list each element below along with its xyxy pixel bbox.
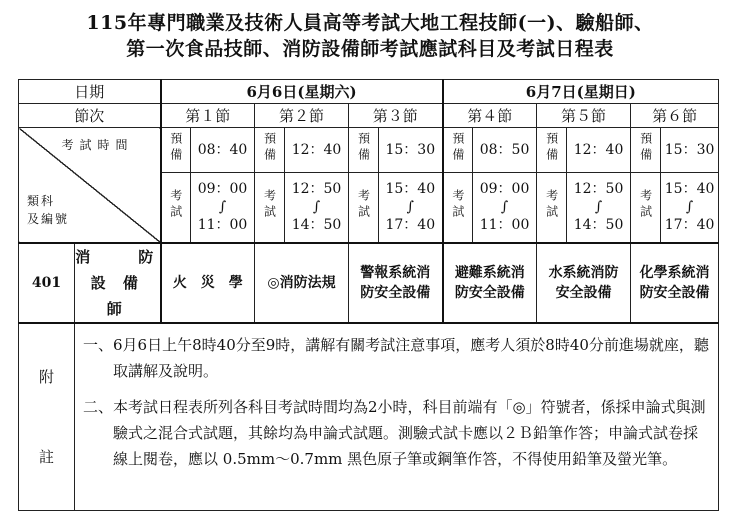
prep-time: 15：30 <box>661 128 719 173</box>
exam-label: 考試 <box>537 173 567 243</box>
category-code: 401 <box>19 243 75 323</box>
period-2: 第２節 <box>255 104 349 128</box>
exam-time-range: 09：00 ∫ 11：00 <box>191 173 255 243</box>
notes-label: 附 註 <box>19 323 75 511</box>
day2-cell <box>443 80 719 104</box>
prep-label: 預備 <box>631 128 661 173</box>
exam-time-range: 12：50 ∫ 14：50 <box>567 173 631 243</box>
exam-time-range: 15：40 ∫ 17：40 <box>661 173 719 243</box>
prep-label: 預備 <box>161 128 191 173</box>
exam-label: 考試 <box>255 173 285 243</box>
prep-label: 預備 <box>255 128 285 173</box>
period-4: 第４節 <box>443 104 537 128</box>
period-6: 第６節 <box>631 104 719 128</box>
exam-label: 考試 <box>349 173 379 243</box>
period-1: 第１節 <box>161 104 255 128</box>
exam-time-range: 09：00 ∫ 11：00 <box>473 173 537 243</box>
subject-cell: 化學系統消 防安全設備 <box>631 243 719 323</box>
day2-label: 6月7日(星期日) <box>525 83 636 101</box>
subject-cell: 警報系統消 防安全設備 <box>349 243 443 323</box>
notes-content <box>75 323 719 511</box>
day1-cell <box>161 80 443 104</box>
subject-cell: ◎消防法規 <box>255 243 349 323</box>
exam-time-label: 考試時間 <box>61 138 134 152</box>
exam-time-range: 12：50 ∫ 14：50 <box>285 173 349 243</box>
period-label: 節次 <box>74 107 105 125</box>
prep-time: 12：40 <box>285 128 349 173</box>
note-item: 一、 6月6日上午8時40分至9時，講解有關考試注意事項，應考人須於8時40分前進場就座，聽取講解及說明。 <box>83 335 709 380</box>
exam-schedule-table <box>18 79 719 511</box>
exam-label: 考試 <box>161 173 191 243</box>
date-label: 日期 <box>74 83 105 101</box>
exam-label: 考試 <box>631 173 661 243</box>
prep-time: 12：40 <box>567 128 631 173</box>
subject-cell: 水系統消防 安全設備 <box>537 243 631 323</box>
subject-cell: 避難系統消 防安全設備 <box>443 243 537 323</box>
prep-label: 預備 <box>443 128 473 173</box>
diagonal-header-cell <box>19 128 161 243</box>
prep-time: 08：40 <box>191 128 255 173</box>
note-item: 二、 本考試日程表所列各科目考試時間均為2小時，科目前端有「◎」符號者，係採申論式與測驗式之混合式試題，其餘均為申論式試題。測驗式試卡應以２Ｂ鉛筆作答；申論式試卷採線上閱卷，應以 0.5mm～0.7mm 黑色原子筆或鋼筆作答，不得使用鉛筆及螢光筆。 <box>83 397 706 468</box>
period-header-cell <box>19 104 161 128</box>
page-title-line-1: 115年專門職業及技術人員高等考試大地工程技師(一)、驗船師、 <box>86 12 654 34</box>
exam-time-range: 15：40 ∫ 17：40 <box>379 173 443 243</box>
prep-time: 08：50 <box>473 128 537 173</box>
date-header-cell <box>19 80 161 104</box>
page-title-line-2: 第一次食品技師、消防設備師考試應試科目及考試日程表 <box>126 38 614 60</box>
prep-label: 預備 <box>349 128 379 173</box>
period-3: 第３節 <box>349 104 443 128</box>
prep-time: 15：30 <box>379 128 443 173</box>
day1-label: 6月6日(星期六) <box>246 83 357 101</box>
category-label: 類科 及編號 <box>27 193 70 226</box>
period-5: 第５節 <box>537 104 631 128</box>
exam-label: 考試 <box>443 173 473 243</box>
prep-label: 預備 <box>537 128 567 173</box>
category-name: 消 防 設 備 師 <box>75 243 161 323</box>
subject-cell: 火 災 學 <box>161 243 255 323</box>
